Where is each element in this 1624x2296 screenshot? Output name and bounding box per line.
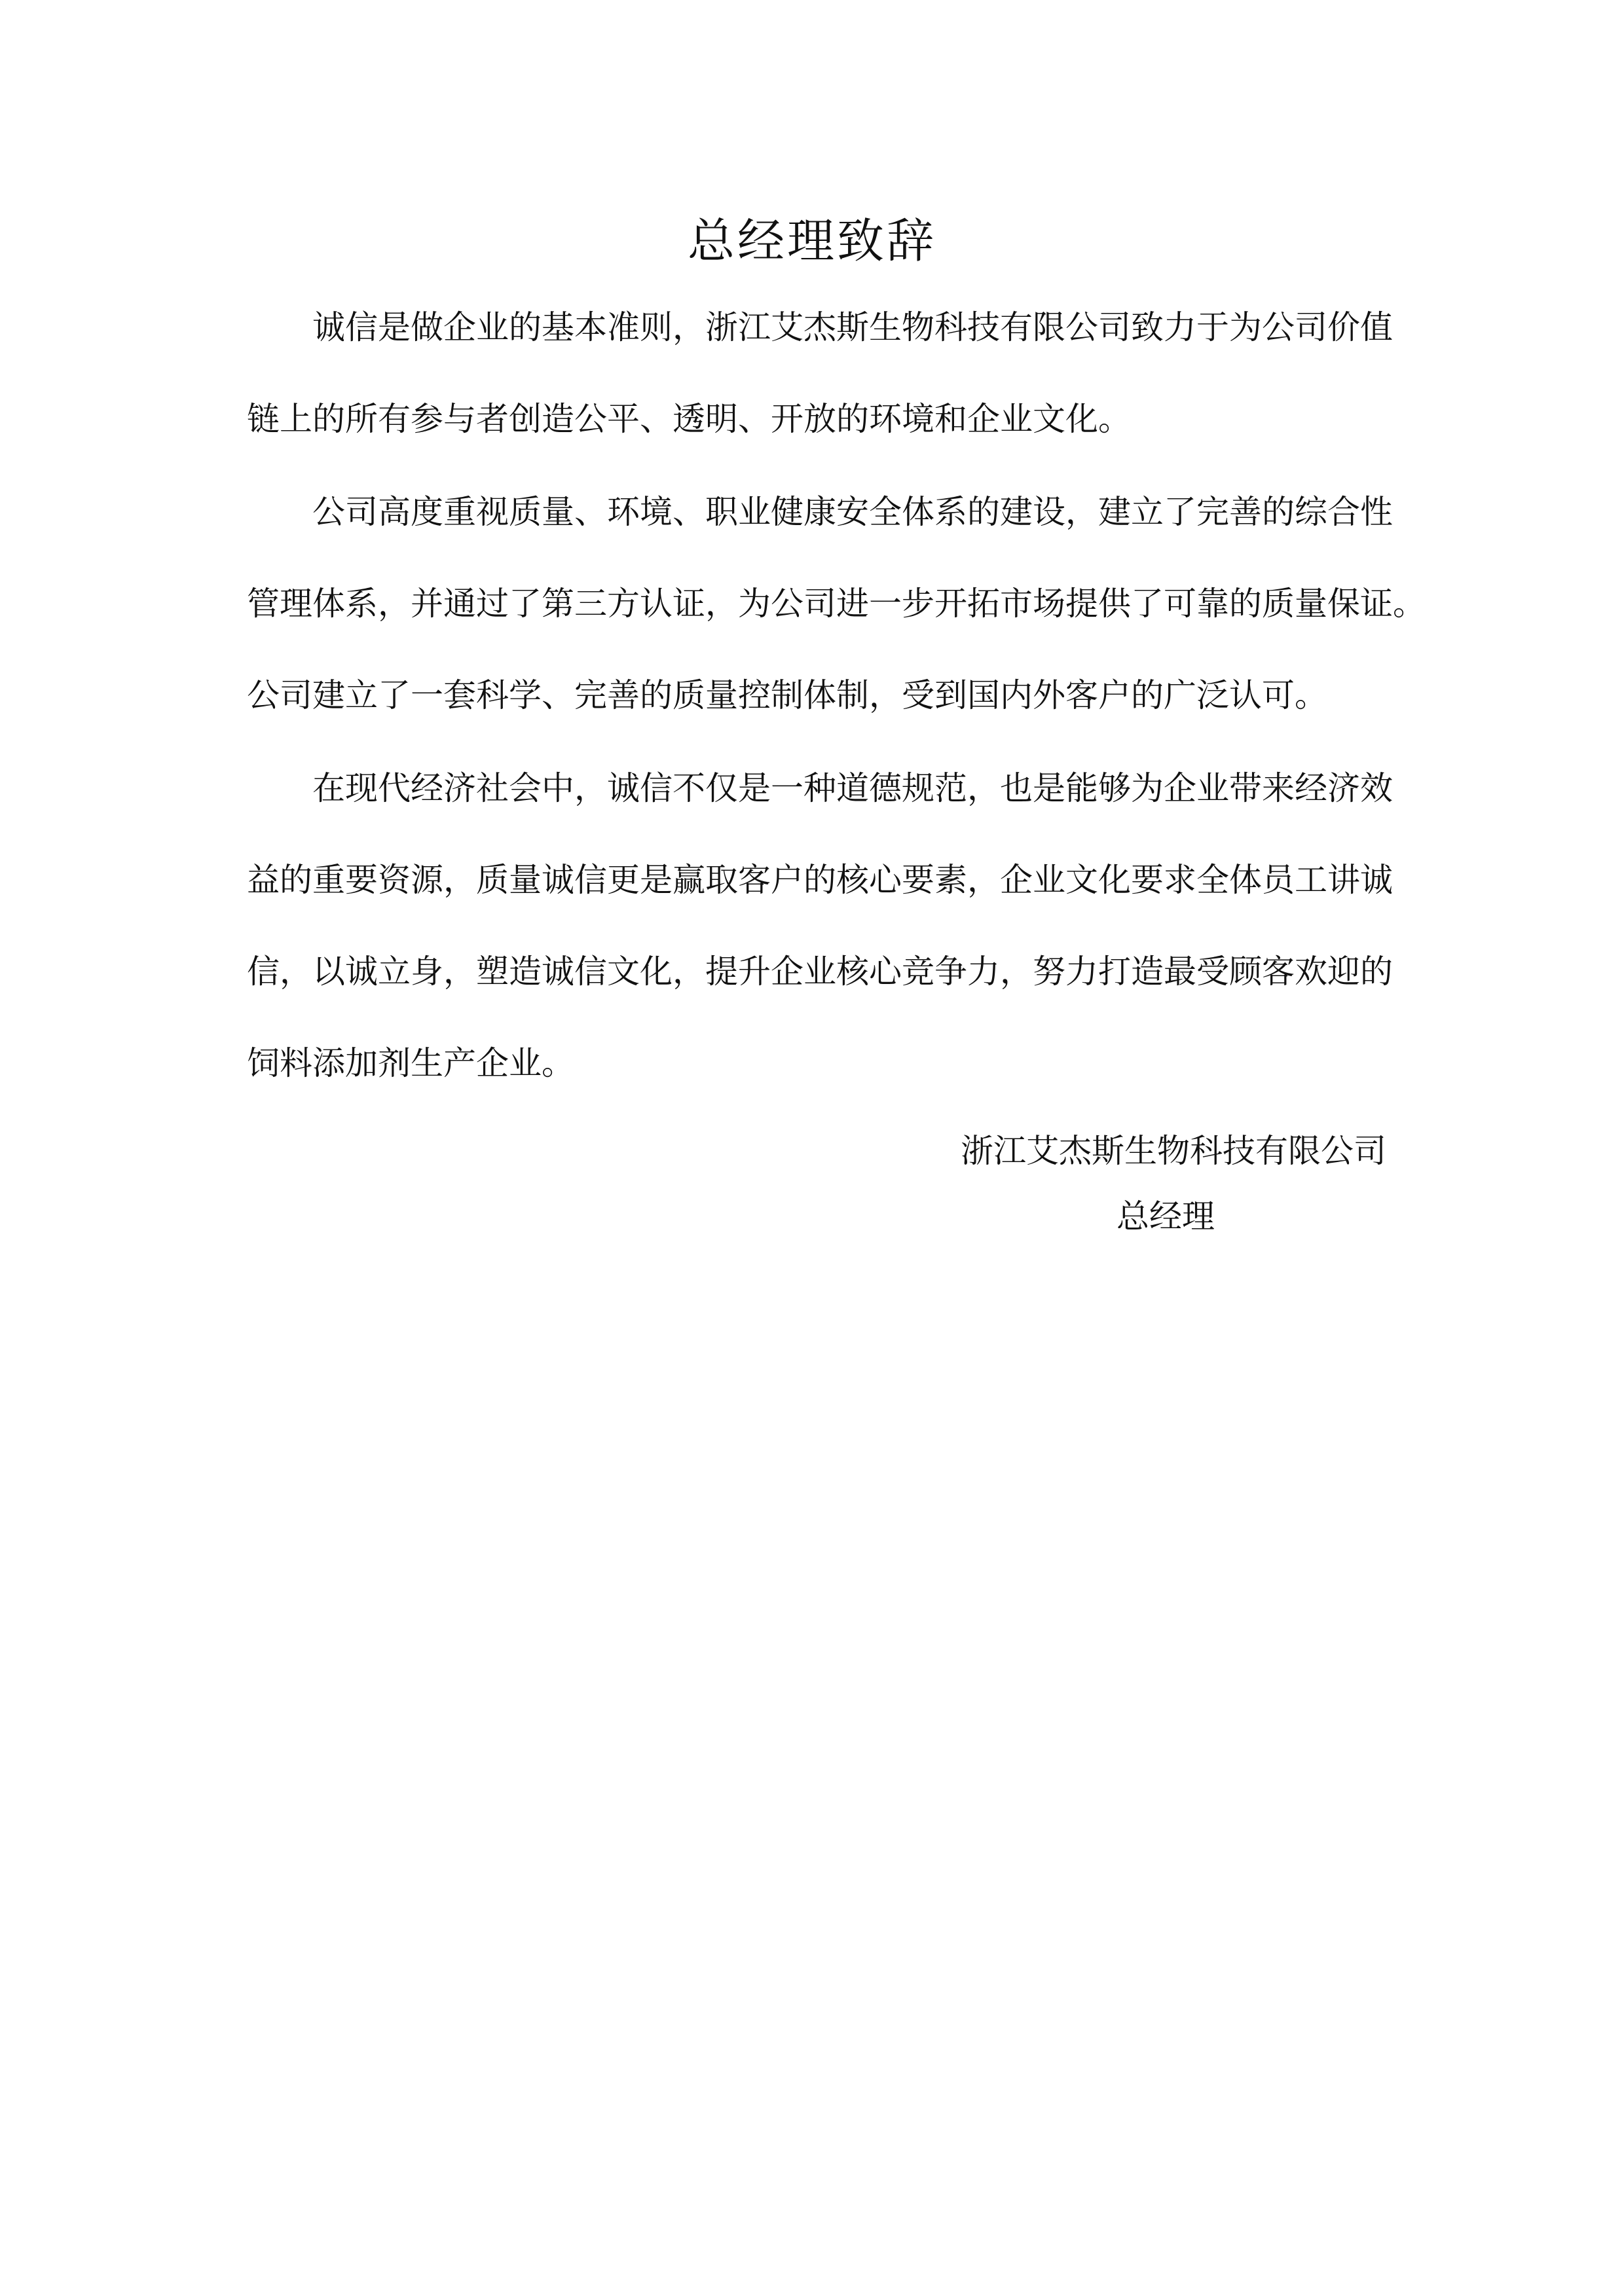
signature-company: 浙江艾杰斯生物科技有限公司	[961, 1132, 1386, 1170]
paragraph-3-line-4: 饲料添加剂生产企业。	[247, 1044, 574, 1082]
signature-position: 总经理	[1116, 1197, 1215, 1235]
paragraph-3-line-2: 益的重要资源，质量诚信更是赢取客户的核心要素，企业文化要求全体员工讲诚	[247, 861, 1393, 899]
paragraph-3-line-1: 在现代经济社会中，诚信不仅是一种道德规范，也是能够为企业带来经济效	[312, 769, 1393, 807]
paragraph-1-line-1: 诚信是做企业的基本准则，浙江艾杰斯生物科技有限公司致力于为公司价值	[312, 308, 1393, 346]
paragraph-2-line-1: 公司高度重视质量、环境、职业健康安全体系的建设，建立了完善的综合性	[312, 493, 1393, 531]
paragraph-2-line-3: 公司建立了一套科学、完善的质量控制体制，受到国内外客户的广泛认可。	[247, 676, 1327, 714]
paragraph-2-line-2: 管理体系，并通过了第三方认证，为公司进一步开拓市场提供了可靠的质量保证。	[247, 585, 1426, 623]
page-title: 总经理致辞	[687, 213, 936, 268]
paragraph-1-line-2: 链上的所有参与者创造公平、透明、开放的环境和企业文化。	[247, 400, 1131, 438]
paragraph-3-line-3: 信，以诚立身，塑造诚信文化，提升企业核心竞争力，努力打造最受顾客欢迎的	[247, 953, 1393, 991]
